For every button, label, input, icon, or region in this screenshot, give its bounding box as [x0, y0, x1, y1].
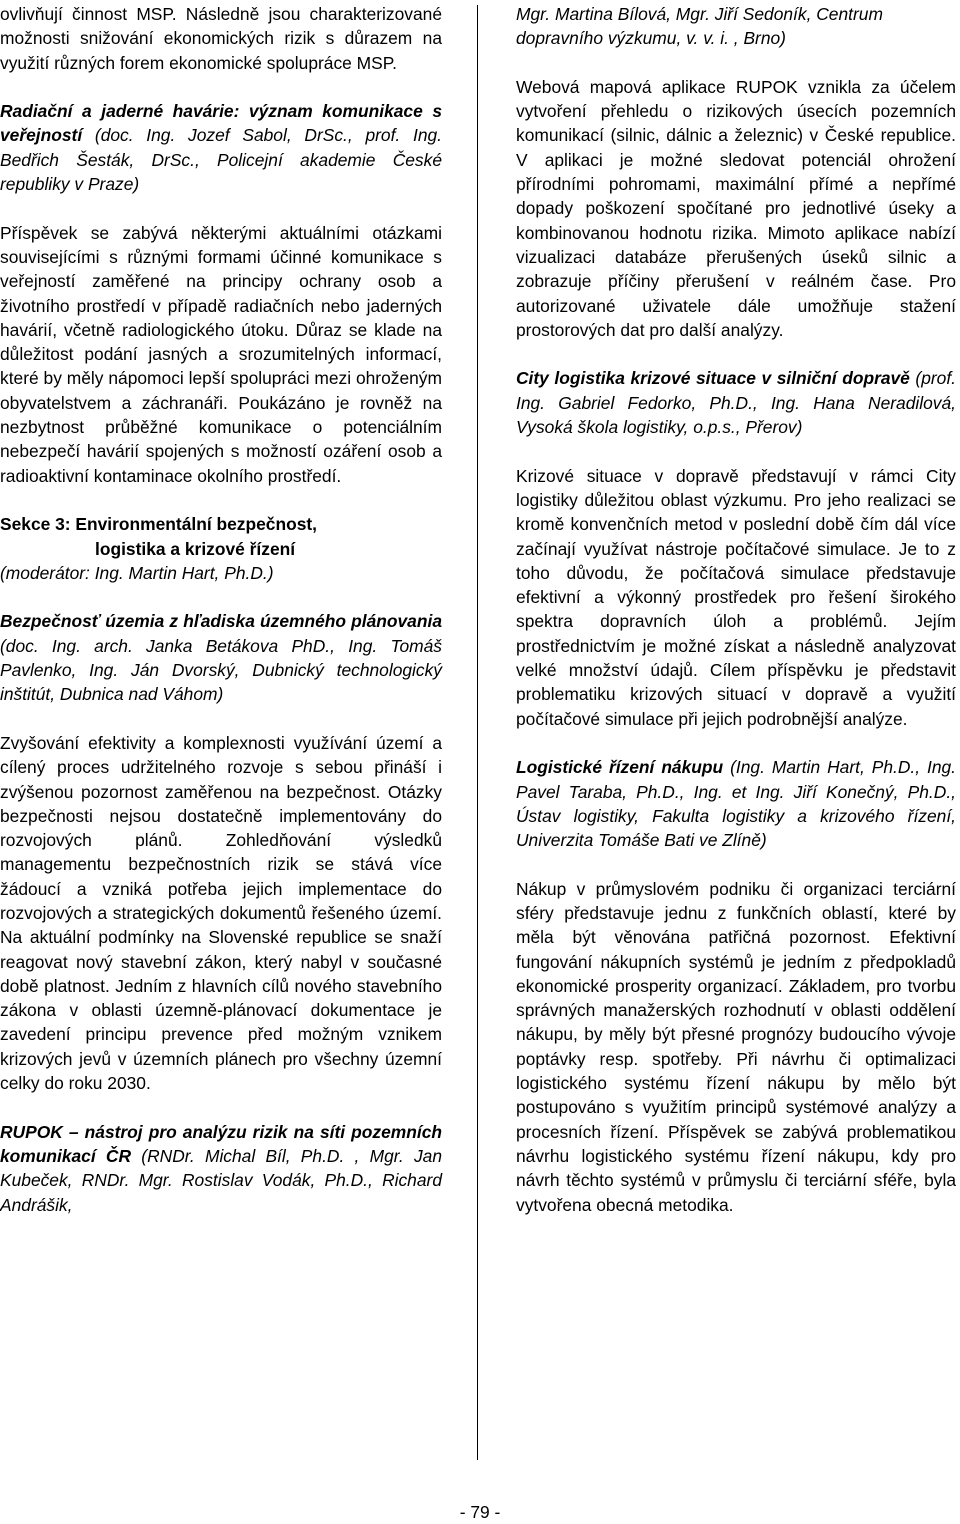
article-city-logistics-authors: (prof. Ing. Gabriel Fedorko, Ph.D., Ing. Hana Neradilová, Vysoká škola logistiky, o.p.s., Přerov) — [516, 368, 957, 438]
article-territory-title: Bezpečnosť územia z hľadiska územného plánovania — [0, 611, 442, 632]
article-purchasing-authors: (Ing. Martin Hart, Ph.D., Ing. Pavel Taraba, Ph.D., Ing. et Ing. Jiří Konečný, Ph.D., Ústav logistiky, Fakulta logistiky a krizového řízení, Univerzita Tomáše Bati ve Zlíně) — [516, 757, 956, 851]
section-3-heading-line1: Sekce 3: Environmentální bezpečnost, — [0, 514, 317, 535]
article-radiation-title: Radiační a jaderné havárie: význam komunikace s veřejností — [0, 101, 442, 146]
article-rupok-heading — [0, 1120, 442, 1217]
page-number: - 79 - — [459, 1502, 501, 1522]
intro-continuation-paragraph: ovlivňují činnost MSP. Následně jsou charakterizované možnosti snižování ekonomických rizik s důrazem na využití různých forem ekonomické spolupráce MSP. — [0, 4, 442, 73]
article-radiation-authors: (doc. Ing. Jozef Sabol, DrSc., prof. Ing. Bedřich Šesták, DrSc., Policejní akademie České republiky v Praze) — [0, 125, 442, 195]
article-rupok-authors: (RNDr. Michal Bíl, Ph.D. , Mgr. Jan Kubeček, RNDr. Mgr. Rostislav Vodák, Ph.D., Richard Andrášik, — [0, 1145, 442, 1215]
article-purchasing-heading — [516, 755, 956, 852]
article-purchasing-title: Logistické řízení nákupu — [516, 757, 724, 778]
article-purchasing-body: Nákup v průmyslovém podniku či organizaci terciární sféry představuje jednu z funkčních oblastí, které by měla být věnována patřičná pozornost. Efektivní fungování nákupních systémů je jedním z předpokladů ekonomické prosperity organizací. Základem, pro tvorbu správných manažerských rozhodnutí v oblasti oddělení nákupu, by měly být přesné prognózy budoucího vývoje poptávky resp. spotřeby. Při návrhu či optimalizaci logistického systému řízení nákupu by mělo být postupováno s využitím principů systémové analýzy a procesních řízení. Příspěvek se zabývá problematikou návrhu logistického systému řízení nákupu, kdy pro návrh těchto systémů v průmyslu či terciární sféře, byla vytvořena obecná metodika. — [516, 878, 956, 1215]
article-radiation-body: Příspěvek se zabývá některými aktuálními otázkami souvisejícími s různými formami účinné komunikace s veřejností zaměřené na principy ochrany osob a životního prostředí v případě radiačních nebo jaderných havárií, včetně radiologického útoku. Důraz se klade na důležitost podání jasných a srozumitelných informací, které by měly nápomoci lepší spolupráci mezi ohroženým obyvatelstvem a záchranáři. Poukázáno je rovněž na nezbytnost průběžné komunikace o potenciálním nebezpečí havárií spojených s možností ozáření osob a radioaktivní kontaminace okolního prostředí. — [0, 222, 442, 486]
right-column — [516, 2, 956, 1217]
article-city-logistics-title: City logistika krizové situace v silniční dopravě — [516, 368, 910, 389]
column-divider — [477, 5, 478, 1460]
article-rupok-authors-continued: Mgr. Martina Bílová, Mgr. Jiří Sedoník, Centrum dopravního výzkumu, v. v. i. , Brno) — [516, 4, 883, 49]
left-column — [0, 2, 442, 1217]
article-rupok-title: RUPOK – nástroj pro analýzu rizik na síti pozemních komunikací ČR — [0, 1121, 442, 1166]
article-city-logistics-body: Krizové situace v dopravě představují v rámci City logistiky důležitou oblast výzkumu. Pro jeho realizaci se kromě konvenčních metod v poslední době čím dál více začínají využívat nástroje počítačové simulace. Je to z toho důvodu, že počítačová simulace představuje efektivní a výkonný prostředek pro řešení širokého spektra dopravních úloh a problémů. Jejím prostřednictvím je možné získat a následně analyzovat velké množství údajů. Cílem příspěvku je představit problematiku krizových situací v dopravě a využití počítačové simulace při jejich podrobnější analýze. — [516, 465, 956, 729]
article-city-logistics-heading — [516, 366, 956, 439]
article-territory-authors: (doc. Ing. arch. Janka Betákova PhD., Ing. Tomáš Pavlenko, Ing. Ján Dvorský, Dubnický technologický inštitút, Dubnica nad Váhom) — [0, 635, 442, 705]
section-3-moderator: (moderátor: Ing. Martin Hart, Ph.D.) — [0, 562, 274, 583]
article-territory-body: Zvyšování efektivity a komplexnosti využívání území a cílený proces udržitelného rozvoje s sebou přináší i zvýšenou pozornost zaměřenou na bezpečnost. Otázky bezpečnosti nejsou dostatečně implementovány do rozvojových plánů. Zohledňování výsledků managementu bezpečnostních rizik se stává více žádoucí a vzniká potřeba jejich implementace do rozvojových a strategických dokumentů řešeného území. Na aktuální podmínky na Slovenské republice se snaží reagovat nový stavební zákon, který nabyl v současné době platnost. Jedním z hlavních cílů nového stavebního zákona v oblasti územně-plánovací dokumentace je zavedení principu prevence před možným vznikem krizových jevů v územních plánech pro všechny územní celky do roku 2030. — [0, 732, 442, 1094]
article-territory-heading — [0, 609, 442, 706]
article-radiation-heading — [0, 99, 442, 196]
article-rupok-body: Webová mapová aplikace RUPOK vznikla za účelem vytvoření přehledu o rizikových úsecích pozemních komunikací (silnic, dálnic a železnic) v České republice. V aplikaci je možné sledovat potenciál ohrožení přírodními pohromami, maximální přímé a nepřímé dopady poškození spočítané pro jednotlivé úseky a kombinovanou hodnotu rizika. Mimoto aplikace nabízí vizualizaci databáze přerušených úseků silnic a zobrazuje příčiny přerušení v reálném čase. Pro autorizované uživatele dále umožňuje stažení prostorových dat pro další analýzy. — [516, 76, 956, 340]
section-3-heading-line2: logistika a krizové řízení — [95, 538, 296, 559]
